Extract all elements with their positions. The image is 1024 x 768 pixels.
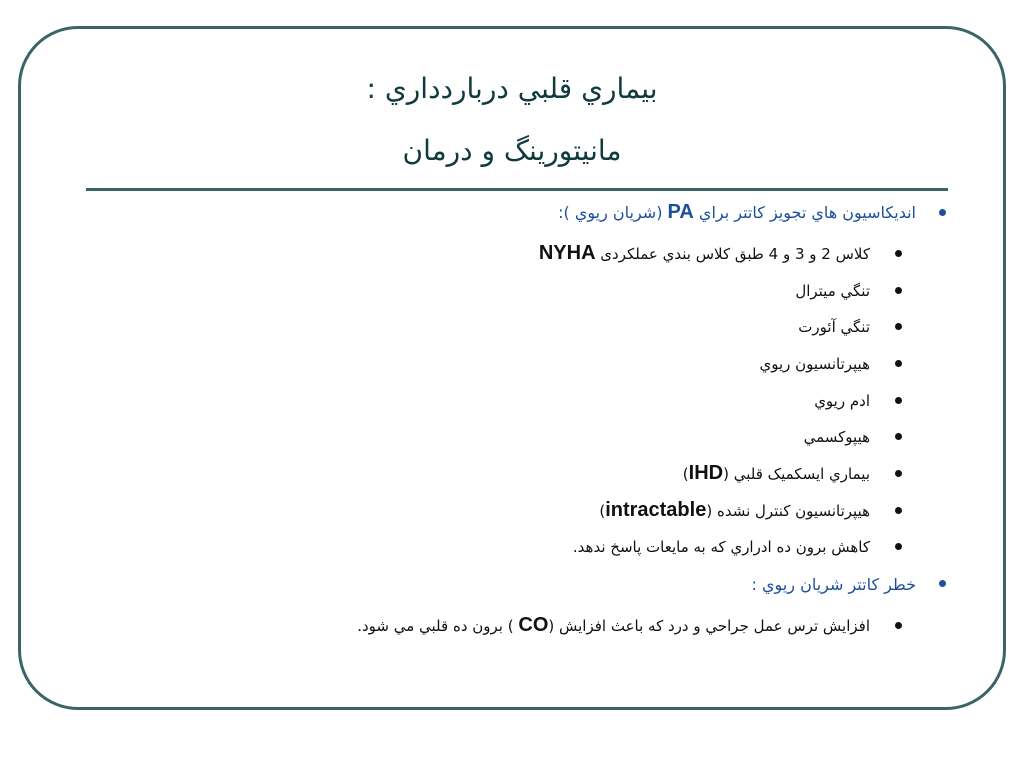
bullet-icon	[895, 250, 902, 257]
list-item: تنگي آئورت	[798, 318, 870, 336]
bullet-icon	[895, 470, 902, 477]
section-heading-pa-catheter-risk: خطر كاتتر شريان ريوي :	[751, 575, 916, 594]
list-item: تنگي ميترال	[795, 282, 870, 300]
bullet-icon	[895, 543, 902, 550]
list-item: بيماري ايسكميک قلبي (IHD)	[682, 462, 870, 484]
list-item: كاهش برون ده ادراري كه به مايعات پاسخ ندهد.	[572, 538, 870, 556]
bullet-icon	[895, 323, 902, 330]
bullet-icon	[895, 397, 902, 404]
pa-abbrev: PA	[667, 201, 694, 223]
bullet-icon	[895, 507, 902, 514]
bullet-icon	[895, 360, 902, 367]
list-item: كلاس 2 و 3 و 4 طبق كلاس بندي عملكردی NYHA	[538, 242, 870, 264]
bullet-icon	[939, 580, 946, 587]
list-item: هيپرتانسيون ريوي	[759, 355, 870, 373]
list-item: هيپرتانسيون كنترل نشده (intractable)	[599, 499, 870, 521]
bullet-icon	[939, 209, 946, 216]
list-item: ادم ريوي	[814, 392, 870, 410]
slide-title-line-2: مانيتورينگ و درمان	[402, 134, 622, 167]
bullet-icon	[895, 433, 902, 440]
bullet-icon	[895, 287, 902, 294]
slide-title-line-1: بيماري قلبي درباردداري :	[366, 72, 658, 105]
list-item: هيپوكسمي	[803, 428, 870, 446]
title-divider	[86, 188, 948, 191]
section-heading-pa-indications: انديكاسيون هاي تجويز كاتتر براي PA (شريان ريوي ):	[558, 201, 916, 223]
bullet-icon	[895, 622, 902, 629]
list-item: افزايش ترس عمل جراحي و درد كه باعث افزايش (CO ) برون ده قلبي مي شود.	[357, 614, 870, 636]
